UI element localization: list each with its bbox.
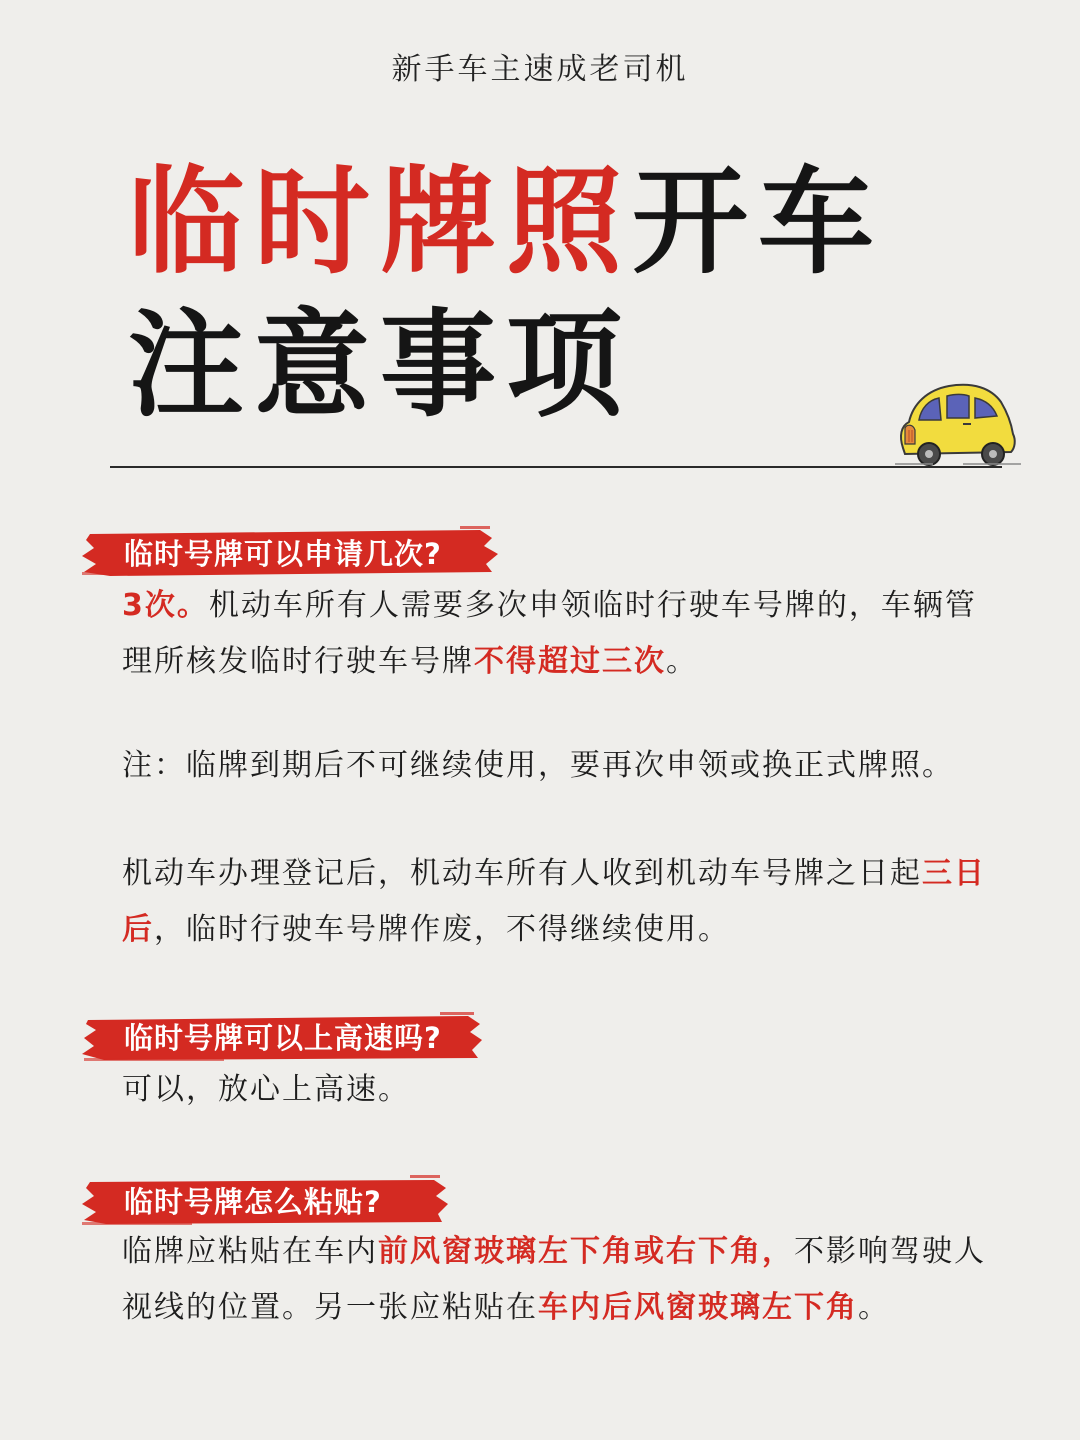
section-1-paragraph-2 (122, 738, 1002, 794)
highlight-text: 前风窗玻璃左下角或右下角， (378, 1234, 794, 1269)
section-heading-text: 临时号牌可以申请几次? (124, 537, 442, 571)
section-heading-text: 临时号牌可以上高速吗? (124, 1021, 442, 1055)
body-text: 不影响驾驶人视线的位置。另一张应粘贴在 (122, 1234, 986, 1325)
body-text: 机动车办理登记后，机动车所有人收到机动车号牌之日起 (122, 856, 922, 891)
body-text: 。 (666, 644, 698, 679)
title-black-part: 开车 (632, 155, 884, 290)
page-subtitle: 新手车主速成老司机 (391, 52, 689, 87)
section-heading-text: 临时号牌怎么粘贴? (124, 1185, 382, 1219)
section-2-paragraph-1 (122, 1062, 1002, 1118)
highlight-text: 3次。 (122, 588, 209, 623)
body-text: 。 (858, 1290, 890, 1325)
title-divider (110, 466, 1002, 468)
body-text: ，临时行驶车号牌作废，不得继续使用。 (154, 912, 730, 947)
body-text: 注：临牌到期后不可继续使用，要再次申领或换正式牌照。 (122, 748, 954, 783)
section-1-paragraph-1 (122, 578, 1002, 690)
body-text: 临牌应粘贴在车内 (122, 1234, 378, 1269)
highlight-text: 三日后 (122, 856, 986, 947)
section-1-paragraph-3 (122, 846, 1002, 958)
highlight-text: 车内后风窗玻璃左下角 (538, 1290, 858, 1325)
page-title-line2: 注意事项 (128, 298, 632, 433)
section-heading-3 (80, 1172, 450, 1228)
highlight-text: 不得超过三次 (474, 644, 666, 679)
body-text: 可以，放心上高速。 (122, 1072, 410, 1107)
page-title-line1 (128, 155, 884, 290)
title-red-part: 临时牌照 (128, 155, 632, 290)
body-text: 机动车所有人需要多次申领临时行驶车号牌的，车辆管理所核发临时行驶车号牌 (122, 588, 977, 679)
section-heading-2 (80, 1008, 484, 1064)
cartoon-yellow-car-icon (893, 378, 1021, 470)
section-heading-1 (80, 524, 500, 580)
section-3-paragraph-1 (122, 1224, 1002, 1336)
